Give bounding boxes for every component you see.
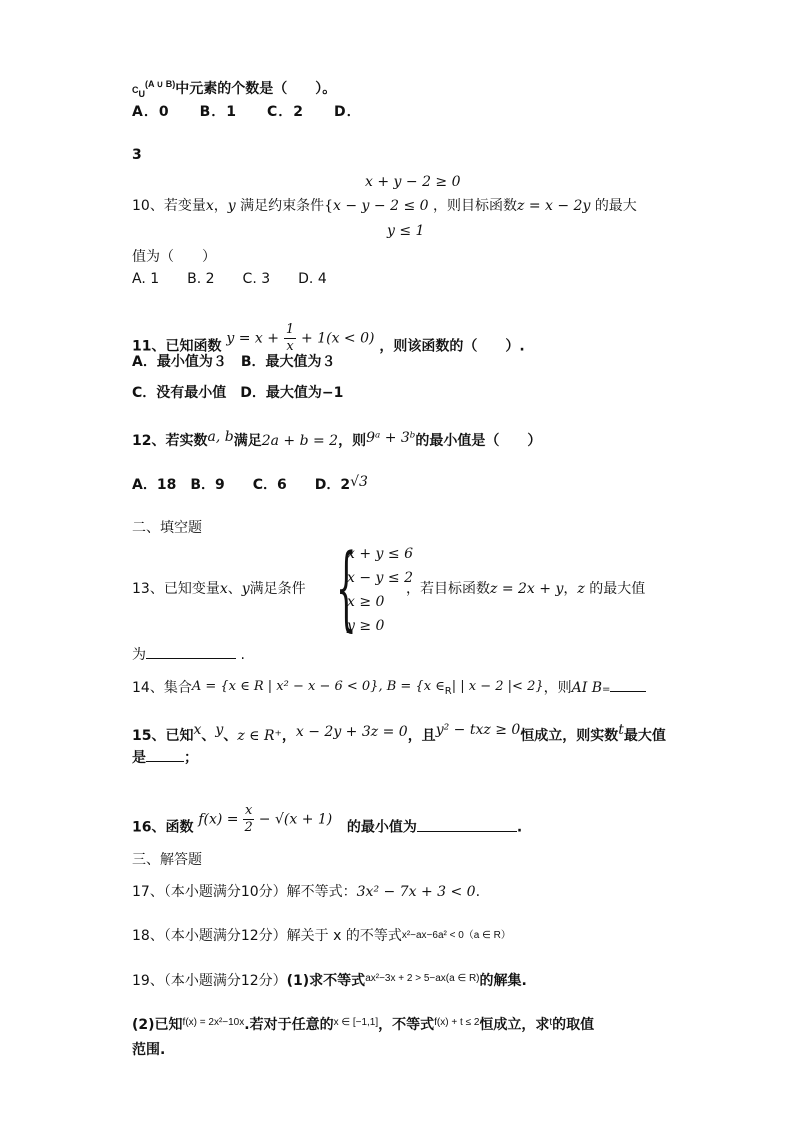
q14-answer-blank[interactable] [610, 677, 646, 692]
q16-function: f(x) = $\frac{x}{2}$ − √(x + 1) [198, 803, 333, 835]
q9-complement-symbol: C [132, 85, 139, 95]
q13-cond-4: y ≥ 0 [347, 618, 385, 634]
q15-stem: 15、已知x、y、z ∈ R⁺，x − 2y + 3z = 0，且y² − txz ≥ 0恒成立，则实数t最大值 [132, 722, 666, 744]
q13-stem-right: ，若目标函数z = 2x + y，z 的最大值 [406, 581, 646, 597]
q12-stem: 12、若实数a, b满足2a + b = 2，则9ᵃ + 3ᵇ的最小值是（ ） [132, 429, 542, 449]
q11-stem: 11、已知函数 y = x + $\frac{1}{x}$ + 1(x < 0) ，则该函数的（ ）. [132, 322, 525, 355]
q10-cond-3: y ≤ 1 [387, 223, 425, 239]
q16-stem: 16、函数 f(x) = $\frac{x}{2}$ − √(x + 1) 的最小值为 . [132, 803, 523, 836]
q19-part2: (2)已知$^{f(x) = 2x^2-10x}$.若对于任意的$^{x \in [-1,1]}$，不等式$^{f(x) + t \le 2}$恒成立，求$^t$的取值 [132, 1017, 595, 1033]
q13-stem-left: 13、已知变量x、y满足条件 [132, 581, 306, 597]
q9-stem: $C_U^{(A \cup B)}$中元素的个数是（ ）。 [132, 79, 337, 99]
q10-objective: z = x − 2y [517, 198, 591, 214]
q16-answer-blank[interactable] [417, 817, 517, 832]
q13-answer-blank[interactable] [146, 644, 236, 659]
q12-options: A．18 B．9 C．6 D．2√3 [132, 474, 368, 493]
q9-options: A．0 B．1 C．2 D． [132, 104, 362, 120]
q13-line2: 为 . [132, 644, 245, 665]
section-answer: 三、解答题 [132, 852, 202, 868]
q10-line2: 值为（ ） [132, 249, 216, 265]
q9-option-d-cont: 3 [132, 147, 142, 163]
q11-options-row2: C．没有最小值 D．最大值为−1 [132, 385, 344, 401]
q11-options-row1: A．最小值为３ B．最大值为３ [132, 354, 336, 370]
q10-options: A. 1 B. 2 C. 3 D. 4 [132, 271, 327, 287]
q13-brace: { [336, 534, 357, 641]
q15-line2: 是 ； [132, 747, 198, 768]
q13-cond-2: x − y ≤ 2 [347, 570, 413, 586]
q11-function: y = x + $\frac{1}{x}$ + 1(x < 0) [226, 322, 375, 354]
q10-stem: 10、若变量x，y 满足约束条件{x − y − 2 ≤ 0 ，则目标函数z = x − 2y 的最大 [132, 198, 637, 214]
q14-stem: 14、集合A = {x ∈ R | x² − x − 6 < 0}, B = {x ∈R| | x − 2 |< 2}，则AI B= [132, 677, 646, 702]
q10-cond-1: x + y − 2 ≥ 0 [365, 174, 461, 190]
q18: 18、（本小题满分12分）解关于 x 的不等式x²−ax−6a² < 0（a ∈ R） [132, 928, 511, 944]
q19-part2-line2: 范围. [132, 1042, 166, 1058]
q19-part1: 19、（本小题满分12分）(1)求不等式$^{ax^2-3x + 2 > 5-ax(a \in R)}$的解集. [132, 973, 527, 989]
q15-answer-blank[interactable] [146, 747, 184, 762]
q13-cond-3: x ≥ 0 [347, 594, 385, 610]
q10-cond-2: x − y − 2 ≤ 0 [333, 198, 429, 214]
section-fill-in: 二、填空题 [132, 520, 202, 536]
q17: 17、（本小题满分10分）解不等式：3x² − 7x + 3 < 0. [132, 884, 481, 900]
q13-cond-1: x + y ≤ 6 [347, 546, 413, 562]
